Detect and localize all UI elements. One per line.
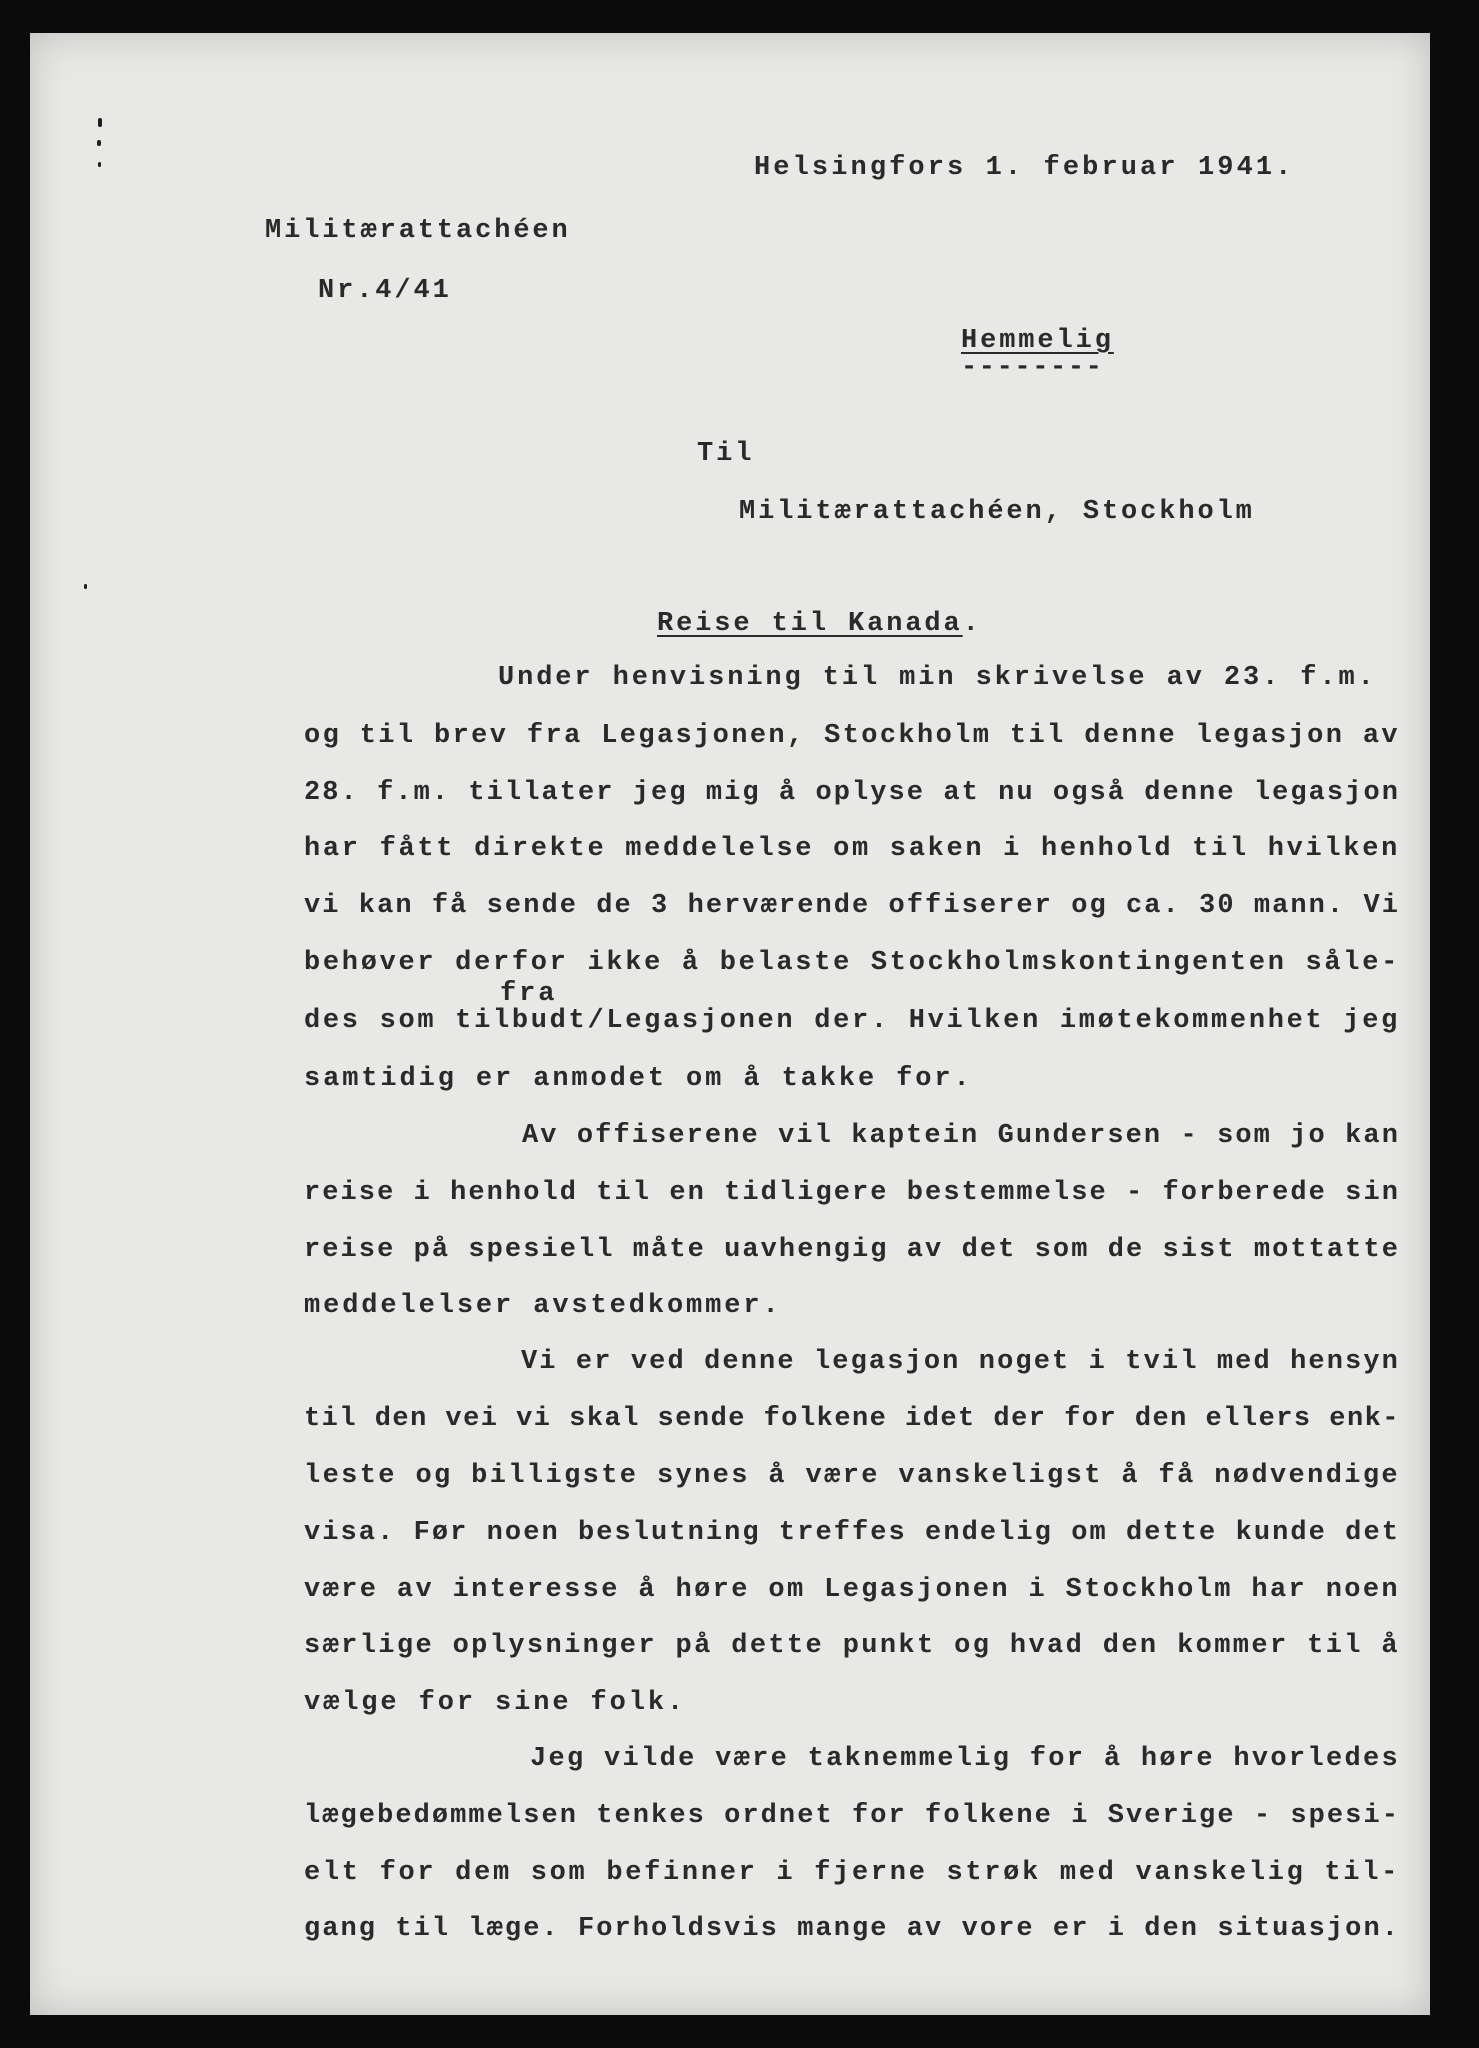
body-line: meddelelser avstedkommer. <box>304 1291 782 1321</box>
body-line: har fått direkte meddelelse om saken i henhold til hvilken <box>304 834 1400 864</box>
body-line: til den vei vi skal sende folkene idet der for den ellers enk- <box>304 1404 1400 1434</box>
classification: Hemmelig <box>961 326 1114 356</box>
punch-mark <box>97 140 101 146</box>
insertion-fra: fra <box>500 979 558 1009</box>
body-line: leste og billigste synes å være vanskeligst å få nødvendige <box>304 1461 1400 1491</box>
punch-mark <box>84 584 87 589</box>
body-line: samtidig er anmodet om å takke for. <box>304 1064 973 1094</box>
body-line: Av offiserene vil kaptein Gundersen - som jo kan <box>522 1121 1400 1151</box>
classification-rule: -------- <box>961 353 1104 383</box>
body-line: og til brev fra Legasjonen, Stockholm til denne legasjon av <box>304 721 1400 751</box>
subject-period: . <box>962 609 982 639</box>
place-date: Helsingfors 1. februar 1941. <box>754 153 1295 183</box>
body-line: vælge for sine folk. <box>304 1688 687 1718</box>
body-line: Vi er ved denne legasjon noget i tvil med hensyn <box>521 1347 1400 1377</box>
body-line: særlige oplysninger på dette punkt og hvad den kommer til å <box>304 1631 1400 1661</box>
subject <box>657 609 982 639</box>
subject-text: Reise til Kanada <box>657 609 963 639</box>
punch-mark <box>98 118 102 127</box>
body-line: behøver derfor ikke å belaste Stockholmskontingenten såle- <box>304 948 1400 978</box>
body-line: reise i henhold til en tidligere bestemmelse - forberede sin <box>304 1178 1400 1208</box>
body-line: være av interesse å høre om Legasjonen i Stockholm har noen <box>304 1575 1400 1605</box>
body-line: des som tilbudt/Legasjonen der. Hvilken imøtekommenhet jeg <box>304 1006 1400 1036</box>
body-line: Jeg vilde være taknemmelig for å høre hvorledes <box>530 1744 1400 1774</box>
reference-number: Nr.4/41 <box>318 276 452 306</box>
body-line: reise på spesiell måte uavhengig av det som de sist mottatte <box>304 1235 1400 1265</box>
punch-mark <box>98 162 101 167</box>
to-label: Til <box>697 439 755 469</box>
body-line: elt for dem som befinner i fjerne strøk med vanskelig til- <box>304 1858 1400 1888</box>
body-line: Under henvisning til min skrivelse av 23. f.m. <box>498 663 1377 693</box>
body-line: lægebedømmelsen tenkes ordnet for folkene i Sverige - spesi- <box>304 1801 1400 1831</box>
body-line: visa. Før noen beslutning treffes endelig om dette kunde det <box>304 1518 1400 1548</box>
recipient: Militærattachéen, Stockholm <box>739 497 1255 527</box>
body-line: gang til læge. Forholdsvis mange av vore er i den situasjon. <box>304 1914 1400 1944</box>
body-line: 28. f.m. tillater jeg mig å oplyse at nu også denne legasjon <box>304 778 1400 808</box>
body-line: vi kan få sende de 3 herværende offiserer og ca. 30 mann. Vi <box>304 891 1400 921</box>
sender: Militærattachéen <box>265 216 571 246</box>
